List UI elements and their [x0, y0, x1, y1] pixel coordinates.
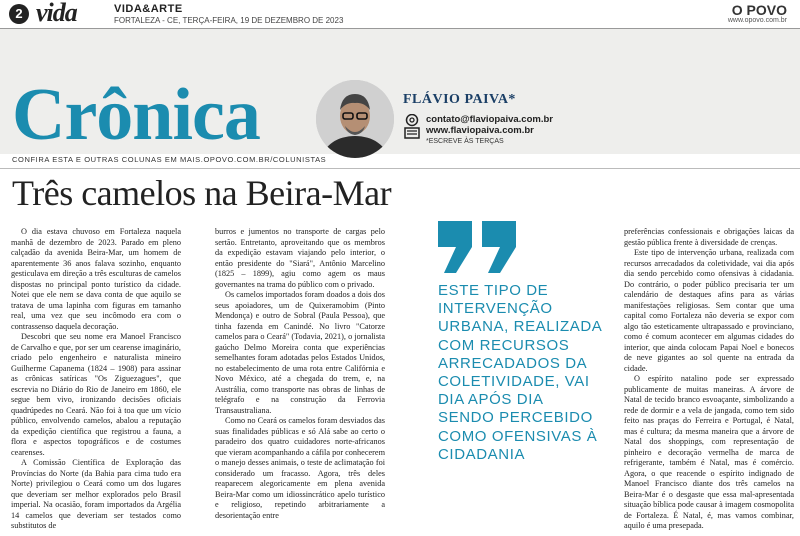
paragraph: burros e jumentos no transporte de cargas pelo sertão. Entretanto, aproveitando que os membros da expedição estavam viajando pelo interior, o então presidente do "Siará", Antônio Marcelino (1825 – 1899), agiu como agem os maus governantes na trama do público com o privado.: [215, 227, 385, 289]
author-name: FLÁVIO PAIVA*: [403, 92, 516, 107]
paragraph: Os camelos importados foram doados a dois dos seus apoiadores, um de Quixeramobim (Pinto Mendonça) e outro de Sobral (Paula Pessoa), que tinha fazenda em Canindé. No livro "Catorze camelos para o Ceará" (Todavia, 2021), o jornalista gaúcho Delmo Moreira conta que experiências semelhantes foram adotadas pelos Estados Unidos, no estabelecimento de uma rota entre Califórnia e Novo México, até a chegada do trem, e, na Austrália, como transporte nas obras de linhas de telégrafo e na construção da Ferrovia Transaustraliana.: [215, 290, 385, 415]
promo-text: CONFIRA ESTA E OUTRAS COLUNAS EM MAIS.OPOVO.COM.BR/COLUNISTAS: [12, 155, 327, 164]
promo-strip: [0, 154, 800, 169]
column-title: Crônica: [12, 74, 260, 156]
pull-quote: ESTE TIPO DE INTERVENÇÃO URBANA, REALIZADA COM RECURSOS ARRECADADOS DA COLETIVIDADE, VAI DIA APÓS DIA SENDO PERCEBIDO COMO OFENSIVAS À CIDADANIA: [438, 282, 602, 463]
section-name: VIDA&ARTE: [114, 3, 183, 15]
contact-icon: [403, 114, 421, 140]
section-logo: vida: [36, 0, 77, 27]
paragraph: Descobri que seu nome era Manoel Francisco de Carvalho e que, por ser um cearense imaginário, criado pelo engenheiro e naturalista mineiro Guilherme Capanema (1824 – 1908) para assinar as crônicas satíricas "Os Ziguezagues", que escrevia no Diário do Rio de Janeiro em 1860, ele segue bem vivo, ironizando decisões oficiais quadrúpedes no Ceará. Não foi à toa que um vício público, envolvendo camelos, abalou a reputação da expedição científica que registrou a fauna, a flora e aspectos topográficos e de costumes cearenses.: [11, 332, 181, 457]
article-column-1: [11, 227, 181, 532]
paragraph: O dia estava chuvoso em Fortaleza naquela manhã de dezembro de 2023. Parado em pleno calçadão da avenida Beira-Mar, um homem de aparentemente 36 anos falava sozinho, enquanto gesticulava em direção a três esculturas de camelos dispostas no principal ponto turístico da cidade. Notei que ele nem se dava conta de que aquilo se tratava de uma lapinha com figuras em tamanho real, uma vez que seu incômodo era com o contrassenso daquela decoração.: [11, 227, 181, 331]
author-website[interactable]: www.flaviopaiva.com.br: [426, 125, 534, 136]
article-column-2: [215, 227, 385, 521]
newspaper-logo: O POVO: [731, 2, 787, 18]
paragraph: preferências confessionais e obrigações laicas da gestão pública frente à diversidade de crenças.: [624, 227, 794, 247]
article-title: Três camelos na Beira-Mar: [12, 173, 392, 213]
quote-icon: [436, 221, 521, 273]
newspaper-url[interactable]: www.opovo.com.br: [727, 17, 787, 24]
author-contact: [426, 114, 553, 147]
paragraph: A Comissão Científica de Exploração das Províncias do Norte (da Bahia para cima tudo era Norte) privilegiou o Ceará como um dos lugares que deveriam ser melhor explorados pelo Brasil imperial. Na ocasião, foram importados da Argélia 14 camelos que deveriam ser testados como substitutos de: [11, 458, 181, 530]
author-email[interactable]: contato@flaviopaiva.com.br: [426, 114, 553, 125]
page-header: [0, 0, 800, 29]
author-avatar: [316, 80, 394, 158]
paragraph: O espírito natalino pode ser expressado publicamente de muitas maneiras. A árvore de Natal de tecido branco esvoaçante, simbolizando a rede de dormir e a vela de jangada, como tem sido feito nas praças do Ferreira e Portugal, é Natal, mas é cultura; da mesma maneira que a árvore de Natal dos shoppings, com representação de pinheiro e decoração vermelha de marca de refrigerante, também é Natal, mas é comércio. Agora, o que reacende o espírito indignado de Manoel Francisco diante dos três camelos na Beira-Mar é o desgaste que essa mal-apresentada situação bíblica pode causar à imagem cosmopolita de Fortaleza. É Natal, é, mas vamos combinar, aquilo é uma presepada.: [624, 374, 794, 530]
paragraph: Este tipo de intervenção urbana, realizada com recursos arrecadados da coletividade, vai dia após dia sendo percebido como ofensivas à cidadania. Do contrário, o poder público precisaria ter um calendário de destaques afins para as várias manifestações religiosas. Sem contar que uma capital como Fortaleza não deveria se expor com algo tão esteticamente ultrapassado e provinciano, como é comum acontecer em algumas cidades do interior, que ainda colocam Papai Noel e bonecos de neve gigantes ao sol quente na entrada da cidade.: [624, 248, 794, 373]
article-column-3: [624, 227, 794, 532]
paragraph: Como no Ceará os camelos foram desviados das suas finalidades públicas e só Alá sabe ao certo o paradeiro dos quatro cuidadores norte-africanos que vieram acompanhando a cáfila por conhecerem o manejo desses animais, o teste de aclimatação foi considerado um fracasso. Agora, três deles reaparecem alegoricamente em plena avenida Beira-Mar como um idiossincrático apelo turístico e religioso, repetindo arbitrariamente a desorientação entre: [215, 416, 385, 520]
dateline: FORTALEZA - CE, TERÇA-FEIRA, 19 DE DEZEMBRO DE 2023: [114, 16, 344, 25]
page-number: 2: [9, 4, 29, 24]
schedule-note: *ESCREVE ÀS TERÇAS: [426, 138, 504, 145]
